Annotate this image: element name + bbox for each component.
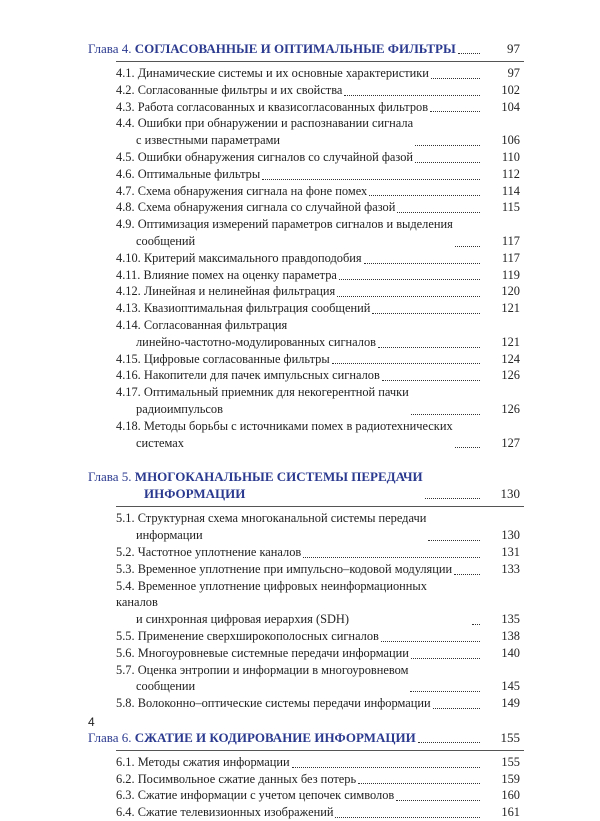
- section-title: Квазиоптимальная фильтрация сообщений: [143, 301, 371, 316]
- section-page-number: 97: [507, 66, 520, 80]
- entry-text-block: [116, 216, 453, 250]
- section-page-number: 127: [501, 435, 520, 450]
- section-page-number: 161: [501, 805, 520, 820]
- section-page-number: 135: [501, 612, 520, 627]
- toc-entry[interactable]: [88, 99, 520, 116]
- toc-entry[interactable]: [88, 787, 520, 804]
- chapter-title-continued: ИНФОРМАЦИИ: [144, 486, 246, 502]
- section-number: 5.4.: [116, 578, 135, 593]
- section-title: Частотное уплотнение каналов: [137, 544, 302, 559]
- section-number: 5.7.: [116, 662, 135, 677]
- section-page-number: 117: [501, 233, 520, 248]
- toc-entry[interactable]: [88, 645, 520, 662]
- dot-leader: [415, 144, 480, 146]
- entry-text-block: [116, 771, 356, 788]
- footer-page-number: 4: [88, 715, 95, 729]
- section-title: Волоконно–оптические системы передачи информации: [137, 696, 431, 711]
- entry-text-block: [116, 695, 431, 712]
- section-page-number: 110: [501, 149, 520, 164]
- section-title: Оценка энтропии и информации в многоуровневом: [137, 662, 409, 677]
- toc-entry[interactable]: [88, 166, 520, 183]
- section-title-continued: сообщений: [136, 233, 196, 248]
- dot-leader: [455, 446, 480, 448]
- dot-leader: [430, 110, 480, 112]
- section-number: 4.12.: [116, 284, 141, 299]
- toc-entry[interactable]: [88, 183, 520, 200]
- section-page-number: 131: [501, 544, 520, 559]
- section-title-continued: с известными параметрами: [136, 133, 281, 148]
- entry-text-block: [116, 510, 426, 544]
- toc-entry[interactable]: [88, 578, 520, 628]
- section-title: Многоуровневые системные передачи информации: [137, 645, 409, 660]
- toc-entry[interactable]: [88, 367, 520, 384]
- section-number: 4.11.: [116, 267, 141, 282]
- toc-entry[interactable]: [88, 628, 520, 645]
- dot-leader: [292, 766, 480, 768]
- section-page-number: 102: [501, 82, 520, 97]
- section-number: 4.15.: [116, 351, 141, 366]
- section-title: Сжатие информации с учетом цепочек символов: [137, 788, 395, 803]
- section-title: Структурная схема многоканальной системы передачи: [137, 511, 427, 526]
- section-title: Схема обнаружения сигнала со случайной фазой: [137, 200, 396, 215]
- section-page-number: 106: [501, 133, 520, 148]
- toc-entry[interactable]: [88, 317, 520, 351]
- section-page-number: 145: [501, 679, 520, 694]
- toc-entry[interactable]: [88, 351, 520, 368]
- toc-entry[interactable]: [88, 418, 520, 452]
- section-page-number: 138: [501, 628, 520, 643]
- toc-entry[interactable]: [88, 771, 520, 788]
- section-title: Временное уплотнение при импульсно–кодовой модуляции: [137, 561, 453, 576]
- toc-entry[interactable]: [88, 804, 520, 821]
- entry-text-block: [116, 628, 379, 645]
- section-title-continued: радиоимпульсов: [136, 401, 223, 416]
- toc-entry[interactable]: [88, 384, 520, 418]
- section-title: Методы сжатия информации: [137, 754, 290, 769]
- dot-leader: [411, 657, 480, 659]
- dot-leader: [431, 77, 480, 79]
- chapter-page-number: 97: [507, 41, 520, 56]
- chapter-title-block: [88, 729, 416, 746]
- dot-leader: [344, 94, 480, 96]
- dot-leader: [411, 413, 480, 415]
- section-page-number: 104: [501, 99, 520, 114]
- dot-leader: [339, 278, 480, 280]
- section-title: Ошибки при обнаружении и распознавании сигнала: [137, 116, 414, 131]
- section-page-number: 121: [501, 301, 520, 316]
- section-number: 5.8.: [116, 696, 135, 711]
- section-page-number: 159: [501, 771, 520, 786]
- entry-text-block: [116, 578, 470, 628]
- chapter-title: СОГЛАСОВАННЫЕ И ОПТИМАЛЬНЫЕ ФИЛЬТРЫ: [134, 41, 456, 56]
- section-number: 4.14.: [116, 317, 141, 332]
- chapter-label: Глава 4.: [88, 41, 132, 56]
- section-title: Методы борьбы с источниками помех в радиотехнических: [143, 418, 453, 433]
- dot-leader: [337, 295, 480, 297]
- chapter-title: МНОГОКАНАЛЬНЫЕ СИСТЕМЫ ПЕРЕДАЧИ: [134, 469, 423, 485]
- section-number: 4.10.: [116, 250, 141, 265]
- entry-text-block: [116, 544, 301, 561]
- section-number: 4.5.: [116, 149, 135, 164]
- entry-text-block: [116, 149, 413, 166]
- section-number: 4.8.: [116, 200, 135, 215]
- section-title: Линейная и нелинейная фильтрация: [143, 284, 336, 299]
- entry-text-block: [116, 804, 333, 821]
- chapter-title: СЖАТИЕ И КОДИРОВАНИЕ ИНФОРМАЦИИ: [134, 729, 416, 745]
- toc-entry[interactable]: [88, 115, 520, 149]
- toc-entry[interactable]: [88, 199, 520, 216]
- section-title: Цифровые согласованные фильтры: [143, 351, 330, 366]
- toc-entry[interactable]: [88, 544, 520, 561]
- section-page-number: 119: [501, 267, 520, 282]
- toc-entry[interactable]: [88, 662, 520, 696]
- section-number: 4.7.: [116, 183, 135, 198]
- chapter-page-number: 155: [500, 729, 520, 745]
- dot-leader: [397, 211, 480, 213]
- entry-text-block: [116, 317, 376, 351]
- section-number: 4.17.: [116, 385, 141, 400]
- dot-leader: [410, 690, 480, 692]
- section-title: Согласованные фильтры и их свойства: [137, 82, 343, 97]
- section-page-number: 114: [501, 183, 520, 198]
- chapter-title-block: [88, 40, 456, 57]
- section-number: 4.2.: [116, 82, 135, 97]
- entry-text-block: [116, 662, 408, 696]
- section-number: 6.4.: [116, 805, 135, 820]
- chapter-divider: [116, 506, 524, 507]
- chapter-divider: [116, 61, 524, 62]
- section-number: 4.9.: [116, 217, 135, 232]
- section-page-number: 149: [501, 696, 520, 711]
- entry-text-block: [116, 250, 362, 267]
- toc-entry[interactable]: [88, 149, 520, 166]
- dot-leader: [262, 178, 480, 180]
- section-title: Оптимальные фильтры: [137, 166, 261, 181]
- section-title: Применение сверхширокополосных сигналов: [137, 628, 379, 643]
- section-number: 5.5.: [116, 628, 135, 643]
- section-title: Накопители для пачек импульсных сигналов: [143, 368, 380, 383]
- dot-leader: [381, 640, 480, 642]
- section-number: 4.1.: [116, 66, 135, 80]
- chapter-divider: [116, 750, 524, 751]
- section-page-number: 124: [501, 351, 520, 366]
- toc-entry[interactable]: [88, 510, 520, 544]
- section-page-number: 126: [501, 401, 520, 416]
- toc-entry[interactable]: [88, 695, 520, 712]
- section-page-number: 120: [501, 284, 520, 299]
- entry-text-block: [116, 300, 370, 317]
- section-page-number: 121: [501, 334, 520, 349]
- section-number: 6.3.: [116, 788, 135, 803]
- section-number: 4.18.: [116, 418, 141, 433]
- dot-leader: [415, 161, 480, 163]
- dot-leader: [433, 707, 480, 709]
- section-title-continued: информации: [136, 528, 203, 543]
- section-title: Ошибки обнаружения сигналов со случайной фазой: [137, 149, 414, 164]
- section-number: 4.16.: [116, 368, 141, 383]
- section-page-number: 133: [501, 561, 520, 576]
- section-title: Влияние помех на оценку параметра: [143, 267, 337, 282]
- toc-entry[interactable]: [88, 754, 520, 771]
- section-page-number: 140: [501, 645, 520, 660]
- section-title: Оптимизация измерений параметров сигналов и выделения: [137, 217, 453, 232]
- toc-entry[interactable]: [88, 267, 520, 284]
- section-page-number: 155: [501, 754, 520, 769]
- toc-entry[interactable]: [88, 300, 520, 317]
- section-page-number: 130: [501, 528, 520, 543]
- section-title: Согласованная фильтрация: [143, 317, 288, 332]
- dot-leader: [335, 816, 480, 818]
- section-number: 5.1.: [116, 511, 135, 526]
- section-title-continued: линейно-частотно-модулированных сигналов: [136, 334, 376, 349]
- toc-entry[interactable]: [88, 82, 520, 99]
- toc-entry[interactable]: [88, 561, 520, 578]
- section-title-continued: и синхронная цифровая иерархия (SDH): [136, 612, 349, 627]
- section-number: 4.13.: [116, 301, 141, 316]
- entry-text-block: [116, 82, 342, 99]
- dot-leader: [364, 262, 480, 264]
- section-title: Оптимальный приемник для некогерентной пачки: [143, 385, 409, 400]
- section-title-continued: системах: [136, 435, 184, 450]
- dot-leader: [369, 194, 480, 196]
- dot-leader: [372, 312, 480, 314]
- entry-text-block: [116, 166, 260, 183]
- section-number: 6.2.: [116, 771, 135, 786]
- section-title: Работа согласованных и квазисогласованных фильтров: [137, 99, 429, 114]
- dot-leader: [472, 623, 480, 625]
- dot-leader: [418, 741, 480, 743]
- entry-text-block: [116, 645, 409, 662]
- entry-text-block: [116, 199, 395, 216]
- entry-text-block: [116, 99, 428, 116]
- chapter-heading[interactable]: [88, 40, 520, 57]
- chapter-heading[interactable]: [88, 468, 520, 502]
- dot-leader: [358, 782, 480, 784]
- dot-leader: [458, 52, 480, 54]
- section-title: Посимвольное сжатие данных без потерь: [137, 771, 357, 786]
- section-page-number: 112: [501, 166, 520, 181]
- entry-text-block: [116, 65, 429, 82]
- section-number: 6.1.: [116, 754, 135, 769]
- section-title: Схема обнаружения сигнала на фоне помех: [137, 183, 368, 198]
- section-number: 5.2.: [116, 544, 135, 559]
- dot-leader: [303, 556, 480, 558]
- entry-text-block: [116, 351, 330, 368]
- section-page-number: 126: [501, 368, 520, 383]
- entry-text-block: [116, 384, 409, 418]
- dot-leader: [425, 497, 480, 499]
- chapter-page-number: 130: [500, 486, 520, 502]
- entry-text-block: [116, 283, 335, 300]
- entry-text-block: [116, 115, 413, 149]
- toc-entry[interactable]: [88, 216, 520, 250]
- dot-leader: [378, 346, 480, 348]
- section-page-number: 160: [501, 788, 520, 803]
- section-title: Сжатие телевизионных изображений: [137, 805, 334, 820]
- section-page-number: 115: [501, 200, 520, 215]
- dot-leader: [332, 362, 480, 364]
- chapter-label: Глава 5.: [88, 469, 132, 485]
- dot-leader: [396, 799, 480, 801]
- section-title: Критерий максимального правдоподобия: [143, 250, 362, 265]
- chapter-heading[interactable]: [88, 729, 520, 746]
- section-title: Динамические системы и их основные характеристики: [137, 66, 429, 80]
- entry-text-block: [116, 418, 453, 452]
- toc-entry[interactable]: [88, 65, 520, 82]
- toc-entry[interactable]: [88, 250, 520, 267]
- section-number: 5.6.: [116, 645, 135, 660]
- chapter-label: Глава 6.: [88, 729, 132, 745]
- entry-text-block: [116, 367, 380, 384]
- section-number: 4.3.: [116, 99, 135, 114]
- section-number: 5.3.: [116, 561, 135, 576]
- table-of-contents: [88, 40, 520, 821]
- section-title: Временное уплотнение цифровых неинформационных каналов: [116, 578, 427, 610]
- dot-leader: [454, 573, 480, 575]
- dot-leader: [455, 245, 480, 247]
- dot-leader: [382, 379, 480, 381]
- section-page-number: 117: [501, 250, 520, 265]
- entry-text-block: [116, 267, 337, 284]
- section-number: 4.6.: [116, 166, 135, 181]
- dot-leader: [428, 539, 480, 541]
- entry-text-block: [116, 183, 367, 200]
- chapter-title-block: [88, 468, 423, 502]
- section-title-continued: сообщении: [136, 679, 196, 694]
- entry-text-block: [116, 754, 290, 771]
- entry-text-block: [116, 561, 452, 578]
- toc-entry[interactable]: [88, 283, 520, 300]
- section-number: 4.4.: [116, 116, 135, 131]
- entry-text-block: [116, 787, 394, 804]
